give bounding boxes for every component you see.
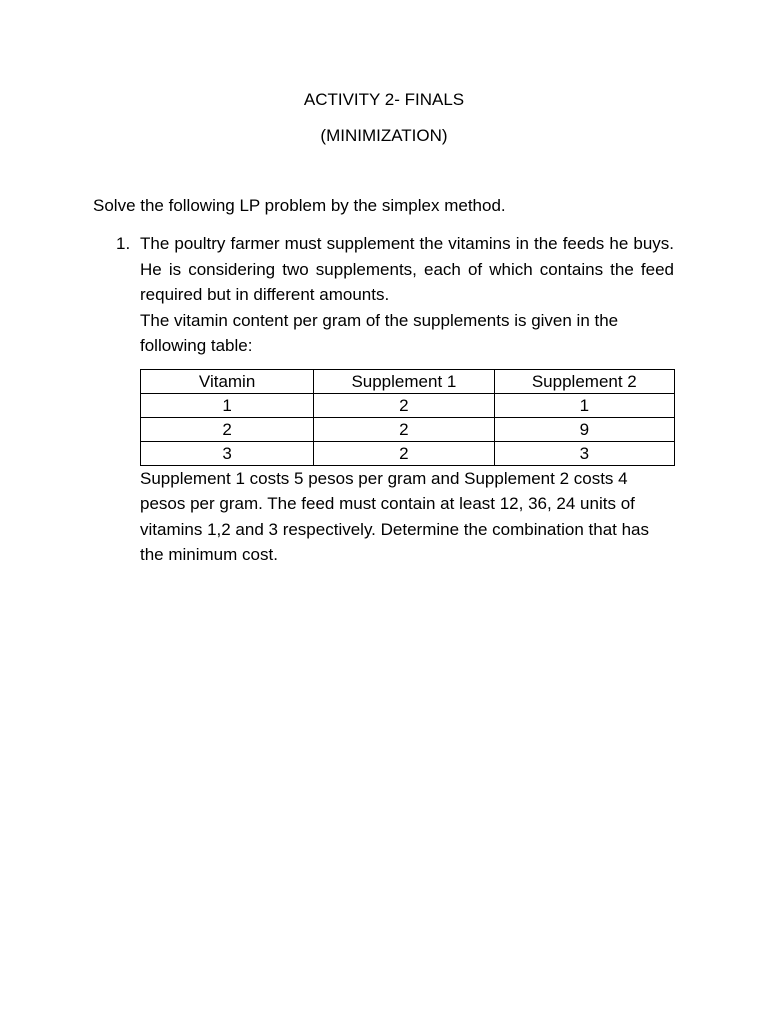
table-row (141, 417, 675, 441)
table-cell: 2 (141, 417, 314, 441)
table-cell: 9 (494, 417, 674, 441)
table-cell: 1 (494, 393, 674, 417)
table-header-row (141, 369, 675, 393)
problem-paragraph-2: The vitamin content per gram of the supplements is given in the following table: (140, 310, 619, 355)
vitamin-table (140, 369, 675, 466)
table-cell: 1 (141, 393, 314, 417)
table-cell: 3 (494, 441, 674, 465)
document-title: ACTIVITY 2- FINALS (303, 90, 465, 109)
problem-body (140, 231, 674, 568)
table-cell: 3 (141, 441, 314, 465)
problem-paragraph-3: Supplement 1 costs 5 pesos per gram and Supplement 2 costs 4 pesos per gram. The feed must contain at least 12, 36, 24 units of vitamins 1,2 and 3 respectively. Determine the combination that has the minimum cost. (140, 468, 650, 564)
table-header-cell: Supplement 2 (494, 369, 674, 393)
instruction-text: Solve the following LP problem by the simplex method. (93, 196, 506, 215)
problem-number: 1. (116, 234, 131, 253)
problem-paragraph-1: The poultry farmer must supplement the vitamins in the feeds he buys. He is considering two supplements, each of which contains the feed required but in different amounts. (140, 234, 674, 304)
table-row (141, 441, 675, 465)
table-header-cell: Vitamin (141, 369, 314, 393)
document-subtitle: (MINIMIZATION) (320, 126, 448, 145)
table-row (141, 393, 675, 417)
table-cell: 2 (314, 417, 494, 441)
table-cell: 2 (314, 441, 494, 465)
table-cell: 2 (314, 393, 494, 417)
table-header-cell: Supplement 1 (314, 369, 494, 393)
